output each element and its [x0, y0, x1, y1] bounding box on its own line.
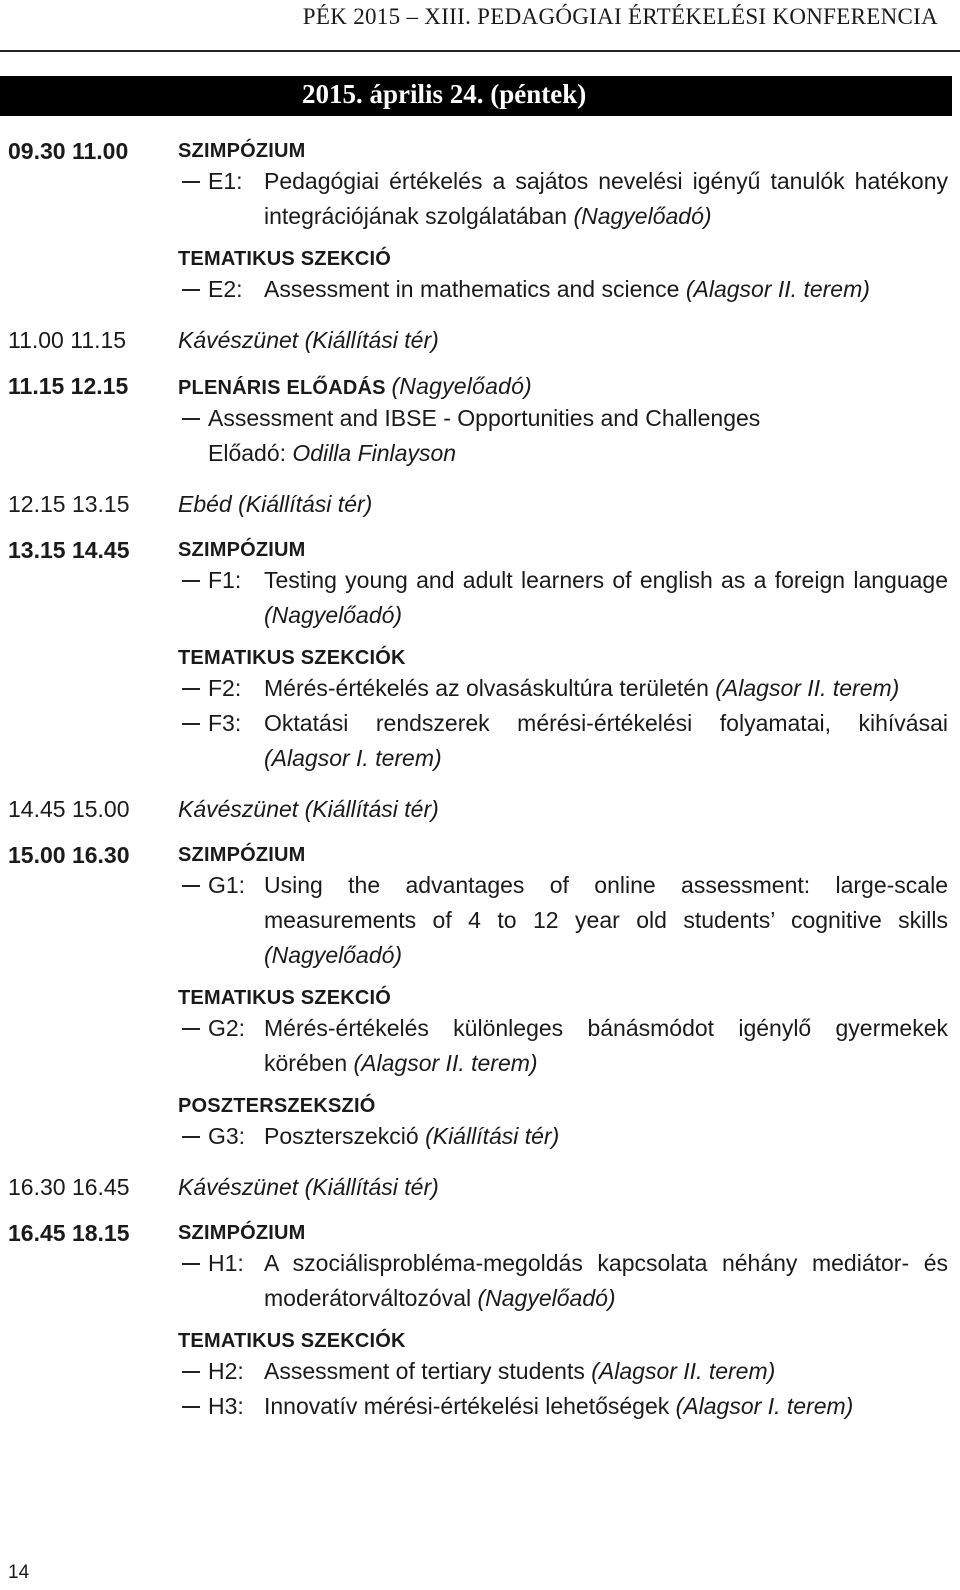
section-label: [178, 985, 948, 1011]
session-block: [8, 138, 948, 307]
session-block: [8, 373, 948, 471]
break-label: Ebéd (Kiállítási tér): [178, 491, 373, 517]
session-item: [178, 1354, 948, 1389]
break-label: Kávészünet (Kiállítási tér): [178, 327, 439, 353]
dash-bullet: [182, 688, 200, 690]
time-range: 16.30 16.45: [8, 1174, 130, 1200]
dash-bullet: [182, 418, 200, 420]
session-title: Mérés-értékelés az olvasáskultúra területén: [264, 675, 709, 701]
time-range: 16.45 18.15: [8, 1220, 130, 1246]
session-item: [178, 164, 948, 234]
session-title: Mérés-értékelés különleges bánásmódot igénylő gyermekek körében: [264, 1015, 948, 1076]
session-location: (Nagyelőadó): [264, 942, 403, 968]
section-label-text: SZIMPÓZIUM: [178, 1222, 306, 1244]
session-title: Assessment of tertiary students: [264, 1358, 585, 1384]
session-location: (Alagsor II. terem): [685, 276, 870, 302]
section-label-text: TEMATIKUS SZEKCIÓ: [178, 987, 392, 1009]
time-range: 11.00 11.15: [8, 327, 127, 353]
session-content: [178, 138, 948, 307]
session-code: G2:: [208, 1015, 246, 1041]
session-location: Odilla Finlayson: [292, 440, 457, 466]
session-location: (Alagsor I. terem): [675, 1393, 854, 1419]
dash-bullet: [182, 1406, 200, 1408]
session-code: F1:: [208, 567, 242, 593]
session-content: [178, 537, 948, 776]
session-code: E1:: [208, 168, 243, 194]
session-block: [8, 842, 948, 1154]
session-code: F3:: [208, 710, 242, 736]
dash-bullet: [182, 289, 200, 291]
session-code: G3:: [208, 1123, 246, 1149]
session-location: (Alagsor II. terem): [715, 675, 900, 701]
time-range: 15.00 16.30: [8, 842, 130, 868]
session-item: [178, 1389, 948, 1424]
session-location: (Alagsor I. terem): [264, 745, 442, 771]
dash-bullet: [182, 1136, 200, 1138]
session-title: Assessment and IBSE - Opportunities and Challenges: [208, 405, 761, 431]
break-block: [8, 327, 948, 353]
section-label-text: SZIMPÓZIUM: [178, 140, 306, 162]
section-label-text: TEMATIKUS SZEKCIÓK: [178, 1330, 406, 1352]
dash-bullet: [182, 1028, 200, 1030]
dash-bullet: [182, 723, 200, 725]
section-label: [178, 1328, 948, 1354]
session-title: A szociálisprobléma-megoldás kapcsolata néhány mediátor- és moderátorváltozóval: [264, 1250, 948, 1311]
session-code: H1:: [208, 1250, 244, 1276]
section-label-text: SZIMPÓZIUM: [178, 539, 306, 561]
break-block: [8, 796, 948, 822]
session-title: Előadó:: [208, 440, 287, 466]
session-item: [178, 868, 948, 973]
session-title: Pedagógiai értékelés a sajátos nevelési igényű tanulók hatékony integrációjának szolgálatában: [264, 168, 948, 229]
page-number: 14: [8, 1562, 30, 1583]
break-label: Kávészünet (Kiállítási tér): [178, 796, 439, 822]
section-label: [178, 1093, 948, 1119]
session-title: Innovatív mérési-értékelési lehetőségek: [264, 1393, 670, 1419]
session-location: (Kiállítási tér): [425, 1123, 560, 1149]
session-title: Assessment in mathematics and science: [264, 276, 680, 302]
session-location: (Alagsor II. terem): [353, 1050, 538, 1076]
dash-bullet: [182, 1371, 200, 1373]
session-item: [178, 671, 948, 706]
section-label-text: PLENÁRIS ELŐADÁS: [178, 377, 386, 399]
dash-bullet: [182, 580, 200, 582]
session-title: Oktatási rendszerek mérési-értékelési folyamatai, kihívásai: [264, 710, 948, 736]
section-label: [178, 1220, 948, 1246]
session-location: (Nagyelőadó): [264, 602, 403, 628]
session-code: H3:: [208, 1393, 244, 1419]
session-block: [8, 537, 948, 776]
session-item: [178, 1246, 948, 1316]
section-label-text: TEMATIKUS SZEKCIÓ: [178, 248, 392, 270]
session-item: [178, 563, 948, 633]
break-block: [8, 1174, 948, 1200]
session-code: G1:: [208, 872, 246, 898]
section-label: [178, 246, 948, 272]
section-label: [178, 373, 948, 401]
session-item: [178, 401, 948, 436]
session-item: [178, 436, 948, 471]
schedule: [8, 138, 948, 1444]
session-title: Using the advantages of online assessment: large-scale measurements of 4 to 12 year old students’ cognitive skills: [264, 872, 948, 933]
section-label-text: SZIMPÓZIUM: [178, 844, 306, 866]
session-content: [178, 1220, 948, 1424]
session-title: Testing young and adult learners of english as a foreign language: [264, 567, 948, 593]
section-label: [178, 842, 948, 868]
conference-header: PÉK 2015 – XIII. PEDAGÓGIAI ÉRTÉKELÉSI KONFERENCIA: [302, 4, 938, 29]
section-label: [178, 645, 948, 671]
session-location: (Nagyelőadó): [573, 203, 712, 229]
session-content: [178, 373, 948, 471]
session-item: [178, 1011, 948, 1081]
day-banner: [0, 76, 952, 116]
session-location: (Alagsor II. terem): [591, 1358, 776, 1384]
header-rule: [0, 50, 960, 52]
day-title: 2015. április 24. (péntek): [302, 79, 587, 109]
session-item: [178, 706, 948, 776]
dash-bullet: [182, 1263, 200, 1265]
section-label-text: TEMATIKUS SZEKCIÓK: [178, 647, 406, 669]
session-item: [178, 272, 948, 307]
section-location: (Nagyelőadó): [391, 373, 532, 399]
session-item: [178, 1119, 948, 1154]
time-range: 09.30 11.00: [8, 138, 129, 164]
session-title: Poszterszekció: [264, 1123, 419, 1149]
section-label-text: POSZTERSZEKSZIÓ: [178, 1095, 376, 1117]
time-range: 13.15 14.45: [8, 537, 130, 563]
session-code: F2:: [208, 675, 242, 701]
section-label: [178, 138, 948, 164]
section-label: [178, 537, 948, 563]
session-code: E2:: [208, 276, 243, 302]
session-code: H2:: [208, 1358, 244, 1384]
time-range: 14.45 15.00: [8, 796, 130, 822]
dash-bullet: [182, 885, 200, 887]
session-location: (Nagyelőadó): [477, 1285, 616, 1311]
break-block: [8, 491, 948, 517]
dash-bullet: [182, 181, 200, 183]
session-block: [8, 1220, 948, 1424]
break-label: Kávészünet (Kiállítási tér): [178, 1174, 439, 1200]
time-range: 11.15 12.15: [8, 373, 129, 399]
session-content: [178, 842, 948, 1154]
time-range: 12.15 13.15: [8, 491, 130, 517]
